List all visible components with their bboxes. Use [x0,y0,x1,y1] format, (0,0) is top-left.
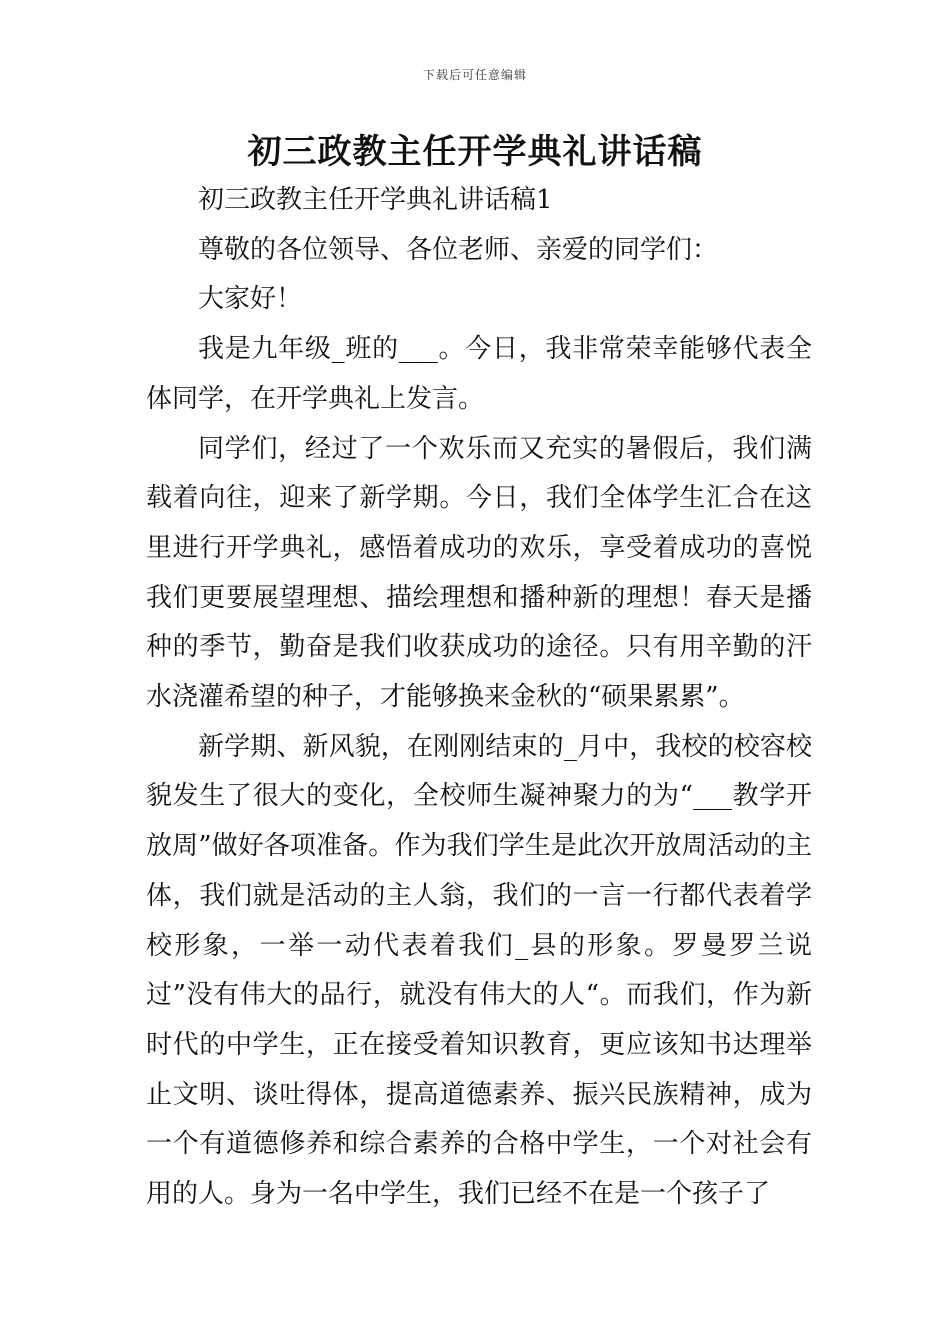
document-body [146,176,812,1220]
paragraph: 我是九年级_班的___。今日，我非常荣幸能够代表全体同学，在开学典礼上发言。 [146,334,812,414]
paragraph: 同学们，经过了一个欢乐而又充实的暑假后，我们满载着向往，迎来了新学期。今日，我们全体学生汇合在这里进行开学典礼，感悟着成功的欢乐，享受着成功的喜悦我们更要展望理想、描绘理想和播种新的理想！春天是播种的季节，勤奋是我们收获成功的途径。只有用辛勤的汗水浇灌希望的种子，才能够换来金秋的“硕果累累”。 [146,433,812,713]
document-title: 初三政教主任开学典礼讲话稿 [247,132,703,172]
header-note: 下载后可任意编辑 [422,68,527,82]
section-heading: 初三政教主任开学典礼讲话稿1 [198,185,553,215]
salutation: 尊敬的各位领导、各位老师、亲爱的同学们： [198,234,719,265]
paragraph: 新学期、新风貌，在刚刚结束的_月中，我校的校容校貌发生了很大的变化，全校师生凝神聚力的为“___教学开放周”做好各项准备。作为我们学生是此次开放周活动的主体，我们就是活动的主人翁，我们的一言一行都代表着学校形象，一举一动代表着我们_县的形象。罗曼罗兰说过”没有伟大的品行，就没有伟大的人“。而我们，作为新时代的中学生，正在接受着知识教育，更应该知书达理举止文明、谈吐得体，提高道德素养、振兴民族精神，成为一个有道德修养和综合素养的合格中学生，一个对社会有用的人。身为一名中学生，我们已经不在是一个孩子了 [146,731,812,1210]
greeting: 大家好！ [198,284,303,315]
